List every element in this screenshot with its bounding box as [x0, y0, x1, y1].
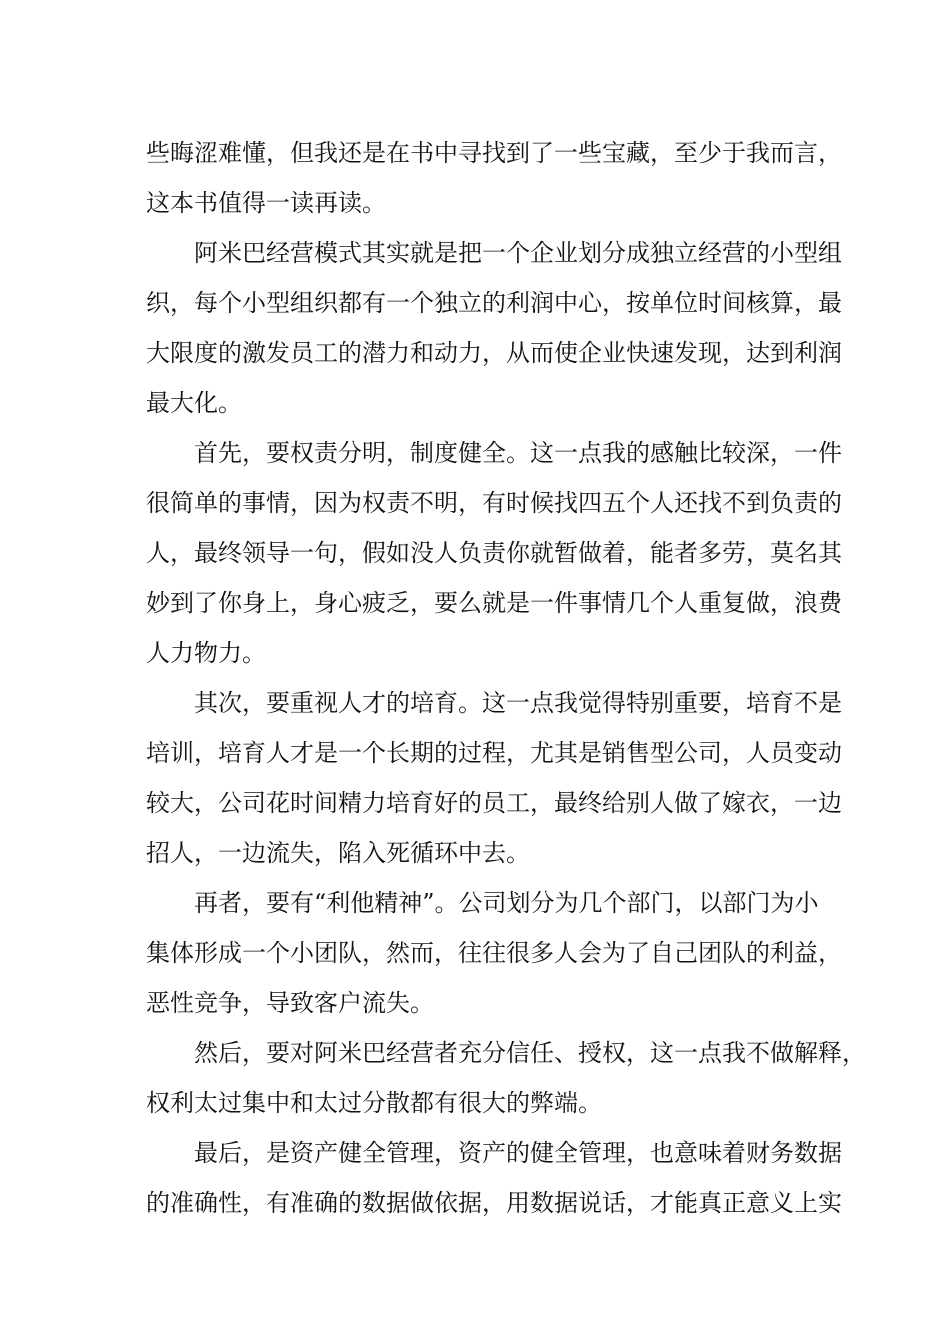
- text-line: 权利太过集中和太过分散都有很大的弊端。: [146, 1089, 602, 1117]
- paragraph-start-line: 首先，要权责分明，制度健全。这一点我的感触比较深，一件: [194, 439, 842, 467]
- text-line: 织，每个小型组织都有一个独立的利润中心，按单位时间核算，最: [146, 289, 842, 317]
- text-line: 人力物力。: [146, 639, 266, 667]
- text-line: 的准确性，有准确的数据做依据，用数据说话，才能真正意义上实: [146, 1189, 842, 1217]
- text-line: 最大化。: [146, 389, 242, 417]
- paragraph-start-line: 最后，是资产健全管理，资产的健全管理，也意味着财务数据: [194, 1139, 842, 1167]
- paragraph-start-line: 然后，要对阿米巴经营者充分信任、授权，这一点我不做解释，: [194, 1039, 866, 1067]
- text-line: 培训，培育人才是一个长期的过程，尤其是销售型公司，人员变动: [146, 739, 842, 767]
- body-text: [146, 128, 866, 1228]
- text-line: 很简单的事情，因为权责不明，有时候找四五个人还找不到负责的: [146, 489, 842, 517]
- text-line: 招人，一边流失，陷入死循环中去。: [146, 839, 530, 867]
- text-line: 较大，公司花时间精力培育好的员工，最终给别人做了嫁衣，一边: [146, 789, 842, 817]
- text-line: 妙到了你身上，身心疲乏，要么就是一件事情几个人重复做，浪费: [146, 589, 842, 617]
- text-line: 人，最终领导一句，假如没人负责你就暂做着，能者多劳，莫名其: [146, 539, 842, 567]
- paragraph-start-line: 阿米巴经营模式其实就是把一个企业划分成独立经营的小型组: [194, 239, 842, 267]
- text-line: 大限度的激发员工的潜力和动力，从而使企业快速发现，达到利润: [146, 339, 842, 367]
- text-line: 些晦涩难懂，但我还是在书中寻找到了一些宝藏，至少于我而言，: [146, 139, 842, 167]
- paragraph-start-line: 其次，要重视人才的培育。这一点我觉得特别重要，培育不是: [194, 689, 842, 717]
- paragraph-start-line: 再者，要有“利他精神”。公司划分为几个部门，以部门为小: [194, 889, 819, 917]
- text-line: 这本书值得一读再读。: [146, 189, 386, 217]
- text-line: 恶性竞争，导致客户流失。: [146, 989, 434, 1017]
- text-line: 集体形成一个小团队，然而，往往很多人会为了自己团队的利益，: [146, 939, 842, 967]
